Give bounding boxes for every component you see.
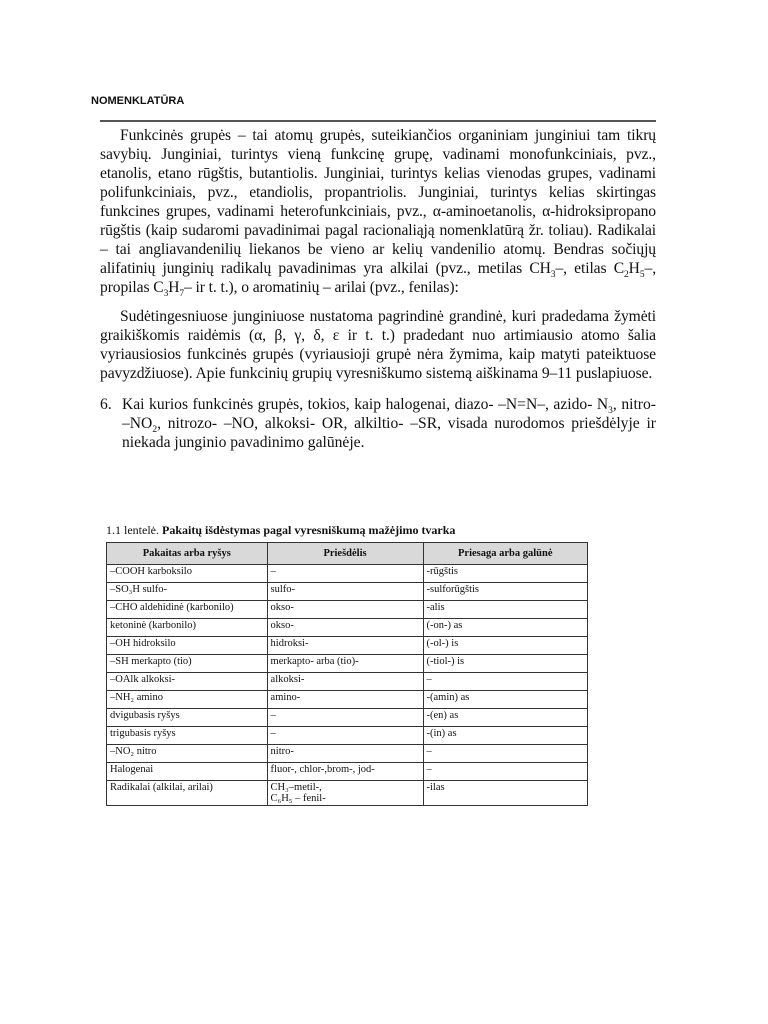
paragraph-functional-groups: Funkcinės grupės – tai atomų grupės, suteikiančios organiniam junginiui tam tikrų savybių. Junginiai, turintys vieną funkcinę grupę, vadinami monofunkciniais, pvz., etanolis, etano rūgštis, butantiolis. Junginiai, turintys kelias vienodas grupes, vadinami polifunkciniais, pvz., etandiolis, propantriolis. Junginiai, turintys kelias skirtingas funkcines grupes, vadinami heterofunkciniais, pvz., α-aminoetanolis, α-hidroksipropano rūgštis (kaip sudaromi pavadinimai pagal racionaliąją nomenklatūrą žr. toliau). Radikalai – tai angliavandenilių liekanos be vieno ar kelių vandenilio atomų. Bendras sočiųjų alifatinių junginių radikalų pavadinimas yra alkilai (pvz., metilas $CH_3-$, etilas $C_2H_5-$, propilas $C_3H_7-$ ir t. t.), o aromatinių – arilai (pvz., fenilas):: [100, 127, 656, 300]
table-cell: hidroksi-: [267, 637, 423, 655]
table-cell: -rūgštis: [423, 565, 587, 583]
table-cell: –CHO aldehidinė (karbonilo): [107, 601, 268, 619]
table-row: [107, 691, 588, 709]
scanned-text-block: [100, 120, 656, 452]
table-cell: alkoksi-: [267, 673, 423, 691]
table-cell: ketoninė (karbonilo): [107, 619, 268, 637]
table-cell: -alis: [423, 601, 587, 619]
table-row: [107, 619, 588, 637]
table-cell: (-ol-) is: [423, 637, 587, 655]
table-cell: –: [267, 709, 423, 727]
table-row: [107, 601, 588, 619]
table-cell: Radikalai (alkilai, arilai): [107, 781, 268, 806]
table-cell: -(in) as: [423, 727, 587, 745]
table-body: [107, 565, 588, 806]
table-cell: –: [423, 763, 587, 781]
table-cell: -(amin) as: [423, 691, 587, 709]
table-cell: –NO₂ nitro: [107, 745, 268, 763]
numbered-item-6: [100, 395, 656, 452]
table-cell: okso-: [267, 619, 423, 637]
table-row: [107, 655, 588, 673]
table-cell: okso-: [267, 601, 423, 619]
table-cell: –COOH karboksilo: [107, 565, 268, 583]
table-cell: (-tiol-) is: [423, 655, 587, 673]
table-row: [107, 565, 588, 583]
table-cell: -sulforūgštis: [423, 583, 587, 601]
table-cell: fluor-, chlor-,brom-, jod-: [267, 763, 423, 781]
table-row: [107, 673, 588, 691]
table-cell: dvigubasis ryšys: [107, 709, 268, 727]
table-cell-line: C₆H₅ – fenil-: [270, 793, 326, 804]
table-cell: –: [423, 745, 587, 763]
table-cell: (-on-) as: [423, 619, 587, 637]
substituent-seniority-table: [106, 542, 588, 806]
paragraph-main-chain: Sudėtingesniuose junginiuose nustatoma pagrindinė grandinė, kuri pradedama žymėti graikiškomis raidėmis (α, β, γ, δ, ε ir t. t.) pradedant nuo artimiausio atomo šalia vyriausiosios funkcinės grupės (vyriausioji grupė nėra žymima, kaip matyti pateiktuose pavyzdžiuose). Apie funkcinių grupių vyresniškumo sistemą aiškinama 9–11 puslapiuose.: [100, 308, 656, 382]
table-cell: –: [267, 727, 423, 745]
page-header: NOMENKLATŪRA: [91, 95, 185, 107]
table-caption: 1.1 lentelė. Pakaitų išdėstymas pagal vyresniškumą mažėjimo tvarka: [106, 523, 456, 537]
table-cell: Halogenai: [107, 763, 268, 781]
table-cell: nitro-: [267, 745, 423, 763]
header-suffix: Priesaga arba galūnė: [423, 543, 587, 565]
item-text: Kai kurios funkcinės grupės, tokios, kaip halogenai, diazo- –N=N–, azido- $N_3$, nitro- $-NO_2$, nitrozo- –NO, alkoksi- OR, alkiltio- –SR, visada nurodomos priešdėlyje ir niekada junginio pavadinimo galūnėje.: [122, 396, 656, 451]
table-cell: –SH merkapto (tio): [107, 655, 268, 673]
table-cell: merkapto- arba (tio)-: [267, 655, 423, 673]
table-row: [107, 727, 588, 745]
table-row: [107, 745, 588, 763]
table-cell: amino-: [267, 691, 423, 709]
table-cell: –NH₂ amino: [107, 691, 268, 709]
table-row: [107, 583, 588, 601]
table-row: [107, 709, 588, 727]
header-substituent: Pakaitas arba ryšys: [107, 543, 268, 565]
table-cell: –OAlk alkoksi-: [107, 673, 268, 691]
table-row: [107, 781, 588, 806]
table-row: [107, 763, 588, 781]
item-number: 6.: [100, 396, 112, 413]
table-cell: CH₃–metil-, C₆H₅ – fenil-: [267, 781, 423, 806]
table-cell: –SO₃H sulfo-: [107, 583, 268, 601]
table-cell: –OH hidroksilo: [107, 637, 268, 655]
top-rule: [100, 120, 656, 122]
header-prefix: Priešdėlis: [267, 543, 423, 565]
table-cell: -(en) as: [423, 709, 587, 727]
table-row: [107, 637, 588, 655]
table-cell: -ilas: [423, 781, 587, 806]
table-header-row: [107, 543, 588, 565]
table-cell: sulfo-: [267, 583, 423, 601]
table-cell: –: [267, 565, 423, 583]
table-cell: –: [423, 673, 587, 691]
table-cell: trigubasis ryšys: [107, 727, 268, 745]
